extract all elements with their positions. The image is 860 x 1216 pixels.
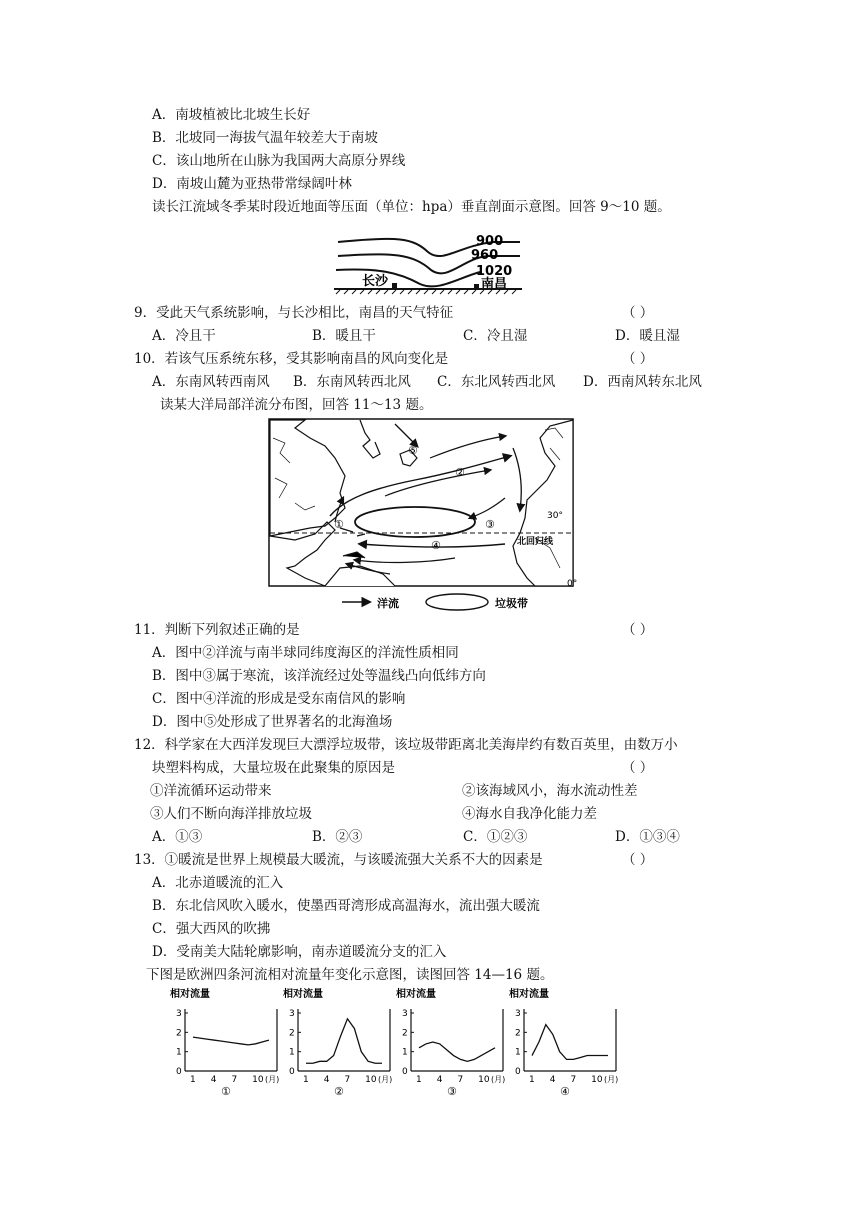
q13-option-b: B．东北信风吹入暖水，使墨西哥湾形成高温海水，流出强大暖流	[152, 898, 540, 914]
latitude-0-label: 0°	[567, 579, 578, 589]
q8-option-b: B．北坡同一海拔气温年较差大于南坡	[152, 130, 378, 146]
q9-option-a: A．冷且干	[152, 328, 216, 344]
y-tick-label: 0	[402, 1067, 408, 1077]
x-tick-label: 10	[365, 1075, 377, 1085]
intro-9-10: 读长江流域冬季某时段近地面等压面（单位：hpa）垂直剖面示意图。回答 9～10 题。	[152, 199, 671, 215]
city-nanchang: 南昌	[481, 277, 508, 292]
x-tick-label: 4	[549, 1075, 556, 1085]
q12-option-c: C．①②③	[463, 829, 528, 845]
q10-option-a: A．东南风转西南风	[152, 374, 270, 390]
x-unit-label: (月)	[604, 1075, 619, 1084]
ylabel-relative-flow: 相对流量	[170, 989, 210, 1000]
q13-answer-paren: （ ）	[622, 852, 654, 868]
flow-line-1	[193, 1037, 269, 1045]
x-tick-label: 1	[416, 1075, 422, 1085]
y-tick-label: 3	[515, 1009, 521, 1019]
isobar-section-figure	[328, 228, 528, 296]
q11-stem: 11．判断下列叙述正确的是	[134, 622, 300, 638]
q9-option-d: D．暖且湿	[615, 328, 680, 344]
current-label-4: ④	[431, 539, 441, 552]
x-tick-label: 4	[210, 1075, 217, 1085]
q12-item-1: ①洋流循环运动带来	[150, 783, 272, 799]
panel-label-4: ④	[560, 1085, 570, 1098]
isobar-label-960: 960	[471, 248, 499, 263]
q8-option-d: D．南坡山麓为亚热带常绿阔叶林	[152, 176, 352, 192]
intro-14-16: 下图是欧洲四条河流相对流量年变化示意图，读图回答 14—16 题。	[146, 967, 554, 983]
q13-option-c: C．强大西风的吹拂	[152, 921, 271, 937]
q12-option-d: D．①③④	[615, 829, 680, 845]
river-discharge-charts	[170, 985, 650, 1100]
y-tick-label: 2	[176, 1028, 182, 1039]
q11-option-d: D．图中⑤处形成了世界著名的北海渔场	[152, 714, 393, 730]
q10-option-b: B．东南风转西北风	[293, 374, 411, 390]
legend-garbage-label: 垃圾带	[495, 597, 528, 610]
q11-option-a: A．图中②洋流与南半球同纬度海区的洋流性质相同	[152, 645, 459, 661]
ylabel-relative-flow: 相对流量	[283, 989, 323, 1000]
q10-answer-paren: （ ）	[622, 351, 654, 367]
x-tick-label: 7	[231, 1075, 238, 1085]
x-tick-label: 10	[591, 1075, 603, 1085]
y-tick-label: 2	[289, 1028, 295, 1039]
y-tick-label: 3	[176, 1009, 182, 1019]
city-changsha: 长沙	[362, 274, 389, 289]
q12-option-a: A．①③	[152, 829, 203, 845]
y-tick-label: 1	[176, 1047, 182, 1058]
y-tick-label: 0	[289, 1067, 295, 1077]
ocean-current-map	[265, 418, 581, 613]
q10-option-d: D．西南风转东北风	[583, 374, 702, 390]
tropic-of-cancer-label: 北回归线	[517, 537, 554, 547]
ylabel-relative-flow: 相对流量	[396, 989, 436, 1000]
q11-option-b: B．图中③属于寒流，该洋流经过处等温线凸向低纬方向	[152, 668, 486, 684]
q8-option-c: C．该山地所在山脉为我国两大高原分界线	[152, 153, 406, 169]
q12-option-b: B．②③	[312, 829, 363, 845]
panel-label-1: ①	[221, 1085, 231, 1098]
y-tick-label: 1	[515, 1047, 521, 1058]
y-tick-label: 3	[289, 1009, 295, 1019]
x-tick-label: 1	[190, 1075, 196, 1085]
y-tick-label: 3	[402, 1009, 408, 1019]
legend-current-label: 洋流	[377, 597, 399, 610]
y-tick-label: 2	[515, 1028, 521, 1039]
q9-answer-paren: （ ）	[622, 305, 654, 321]
y-tick-label: 2	[402, 1028, 408, 1039]
flow-line-3	[419, 1042, 495, 1061]
q11-option-c: C．图中④洋流的形成是受东南信风的影响	[152, 691, 406, 707]
current-label-1: ①	[334, 518, 344, 531]
x-tick-label: 1	[303, 1075, 309, 1085]
y-tick-label: 1	[402, 1047, 408, 1058]
intro-11-13: 读某大洋局部洋流分布图，回答 11～13 题。	[160, 397, 433, 413]
x-unit-label: (月)	[265, 1075, 280, 1084]
q9-option-b: B．暖且干	[312, 328, 376, 344]
panel-label-3: ③	[447, 1085, 457, 1098]
y-tick-label: 0	[176, 1067, 182, 1077]
isobar-label-900: 900	[476, 234, 504, 249]
x-tick-label: 10	[478, 1075, 490, 1085]
q13-option-a: A．北赤道暖流的汇入	[152, 875, 284, 891]
q13-option-d: D．受南美大陆轮廓影响，南赤道暖流分支的汇入	[152, 944, 447, 960]
x-unit-label: (月)	[491, 1075, 506, 1084]
x-tick-label: 10	[252, 1075, 264, 1085]
q12-answer-paren: （ ）	[622, 760, 654, 776]
q9-stem: 9．受此天气系统影响，与长沙相比，南昌的天气特征	[134, 305, 454, 321]
y-tick-label: 0	[515, 1067, 521, 1077]
current-label-3: ③	[485, 518, 495, 531]
ylabel-relative-flow: 相对流量	[509, 989, 549, 1000]
q9-option-c: C．冷且湿	[463, 328, 528, 344]
q10-stem: 10．若该气压系统东移，受其影响南昌的风向变化是	[134, 351, 449, 367]
x-tick-label: 7	[457, 1075, 464, 1085]
flow-line-4	[532, 1025, 608, 1060]
x-tick-label: 1	[529, 1075, 535, 1085]
x-tick-label: 4	[436, 1075, 443, 1085]
q13-stem: 13．①暖流是世界上规模最大暖流，与该暖流强大关系不大的因素是	[134, 852, 543, 868]
q12-item-4: ④海水自我净化能力差	[462, 806, 597, 822]
x-unit-label: (月)	[378, 1075, 393, 1084]
q8-option-a: A．南坡植被比北坡生长好	[152, 107, 311, 123]
current-label-2: ②	[455, 466, 465, 479]
y-tick-label: 1	[289, 1047, 295, 1058]
q11-answer-paren: （ ）	[622, 622, 654, 638]
q10-option-c: C．东北风转西北风	[437, 374, 556, 390]
q12-stem-line2: 块塑料构成，大量垃圾在此聚集的原因是	[152, 760, 395, 776]
q12-item-3: ③人们不断向海洋排放垃圾	[150, 806, 312, 822]
current-label-5: ⑤	[408, 444, 418, 457]
latitude-30-label: 30°	[547, 511, 563, 521]
q12-item-2: ②该海域风小，海水流动性差	[462, 783, 638, 799]
x-tick-label: 7	[344, 1075, 351, 1085]
panel-label-2: ②	[334, 1085, 344, 1098]
isobar-label-1020: 1020	[476, 264, 513, 279]
x-tick-label: 7	[570, 1075, 577, 1085]
x-tick-label: 4	[323, 1075, 330, 1085]
flow-line-2	[306, 1019, 382, 1063]
q12-stem-line1: 12．科学家在大西洋发现巨大漂浮垃圾带，该垃圾带距离北美海岸约有数百英里，由数万小	[134, 737, 678, 753]
